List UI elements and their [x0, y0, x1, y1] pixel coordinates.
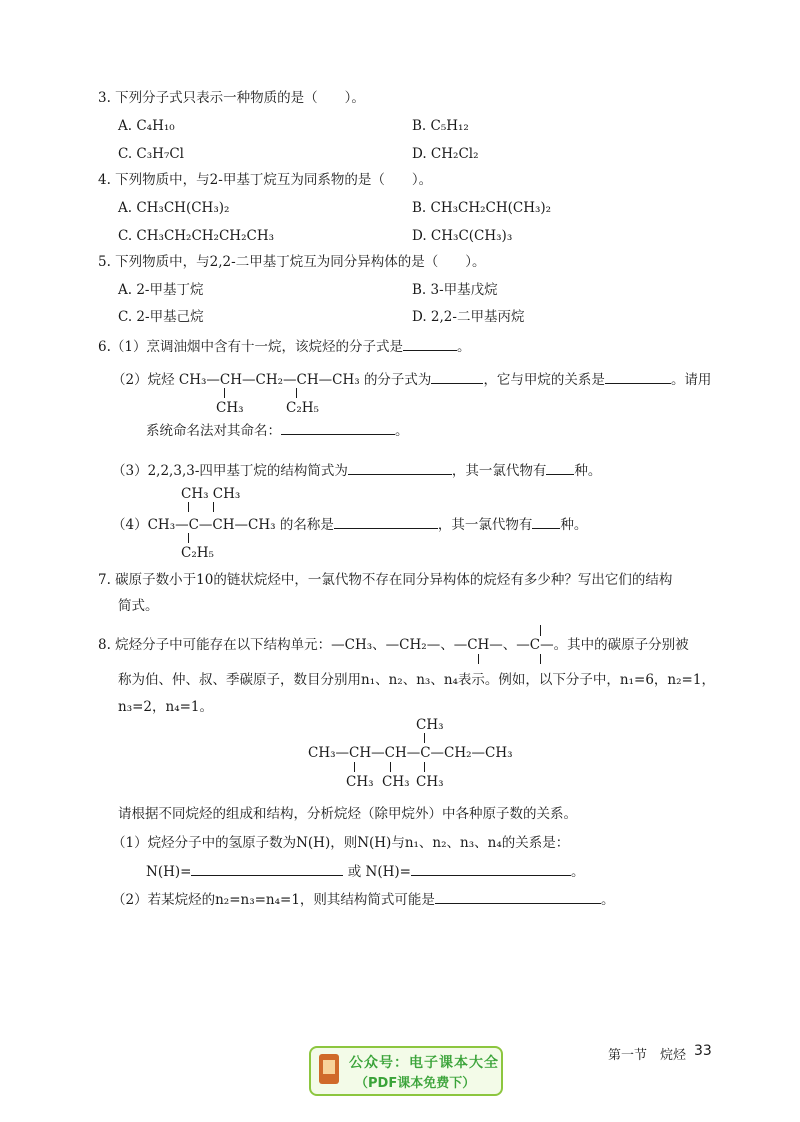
- footer-section: 第一节 烷烃: [608, 1048, 687, 1063]
- q6-part4-top-branches: CH₃ CH₃: [181, 486, 241, 502]
- answer-blank[interactable]: [411, 862, 571, 876]
- watermark-banner: [309, 1046, 503, 1096]
- answer-blank[interactable]: [348, 461, 452, 475]
- q8-line1-text: 8. 烷烃分子中可能存在以下结构单元：: [98, 637, 332, 653]
- answer-blank[interactable]: [435, 890, 601, 904]
- q8-line2: 称为伯、仲、叔、季碳原子，数目分别用n₁、n₂、n₃、n₄表示。例如，以下分子中，n₁=6，n₂=1，: [118, 672, 715, 688]
- q6-part2-naming-end: 。: [395, 423, 409, 439]
- q8-molecule-branch-1: CH₃: [346, 774, 374, 790]
- q6-part2-structure: CH₃—CH—CH₂—CH—CH₃: [178, 372, 360, 388]
- q6-part4-label: （4）: [112, 517, 148, 533]
- q8-part2-end: 。: [600, 892, 615, 908]
- q6-part2-text2: ，它与甲烷的关系是: [483, 372, 605, 388]
- q8-part2: [112, 890, 614, 909]
- q3-stem: 3. 下列分子式只表示一种物质的是（ ）。: [98, 90, 365, 106]
- book-icon: [319, 1054, 339, 1084]
- answer-blank[interactable]: [403, 337, 457, 351]
- answer-blank[interactable]: [334, 515, 438, 529]
- q6-part2-label: （2）烷烃: [112, 372, 175, 388]
- bond-line: [424, 733, 425, 743]
- bond-line: [296, 388, 297, 398]
- bond-line: [213, 502, 214, 512]
- q8-line3: n₃=2，n₄=1。: [118, 699, 214, 715]
- q5-option-a: A. 2-甲基丁烷: [118, 282, 204, 298]
- q8-part1-end: 。: [570, 864, 585, 880]
- q4-option-d: D. CH₃C(CH₃)₃: [412, 228, 513, 244]
- q8-part1: （1）烷烃分子中的氢原子数为N(H)，则N(H)与n₁、n₂、n₃、n₄的关系是：: [112, 835, 570, 851]
- q6-part2: [112, 370, 711, 389]
- q6-part4-end: 种。: [560, 517, 588, 533]
- q6-part4-mid: ，其一氯代物有: [437, 517, 533, 533]
- q4-option-c: C. CH₃CH₂CH₂CH₂CH₃: [118, 228, 275, 244]
- q3-option-d: D. CH₂Cl₂: [412, 146, 479, 162]
- q8-part1-lhs: N(H)=: [146, 864, 192, 880]
- q6-part2-branch2: C₂H₅: [286, 400, 319, 416]
- q3-option-c: C. C₃H₇Cl: [118, 146, 185, 162]
- bond-line: [424, 762, 425, 772]
- q7-line2: 简式。: [118, 598, 159, 614]
- q5-option-b: B. 3-甲基戊烷: [412, 282, 498, 298]
- q6-part1-end: 。: [456, 339, 471, 355]
- answer-blank[interactable]: [281, 421, 395, 435]
- q6-part2-text: 的分子式为: [363, 372, 432, 388]
- answer-blank[interactable]: [532, 515, 560, 529]
- q6-part3: [112, 461, 601, 480]
- q6-part2-branch1: CH₃: [216, 400, 244, 416]
- q6-part3-end: 种。: [574, 463, 602, 479]
- q8-molecule-chain: CH₃—CH—CH—C—CH₂—CH₃: [308, 745, 513, 761]
- answer-blank[interactable]: [546, 461, 574, 475]
- answer-blank[interactable]: [605, 370, 671, 384]
- q8-structure-units: —CH₃、—CH₂—、—CH—、—C—: [331, 637, 554, 653]
- q6-part3-text: （3）2,2,3,3-四甲基丁烷的结构简式为: [112, 463, 348, 479]
- q8-line4: 请根据不同烷烃的组成和结构，分析烷烃（除甲烷外）中各种原子数的关系。: [118, 806, 577, 822]
- q3-option-b: B. C₅H₁₂: [412, 118, 469, 134]
- q8-part1-answer: [146, 862, 584, 881]
- q6-part4: [112, 515, 587, 534]
- q8-part2-text: （2）若某烷烃的n₂=n₃=n₄=1，则其结构简式可能是: [112, 892, 435, 908]
- watermark-line1: 公众号：电子课本大全: [349, 1055, 499, 1071]
- q6-part4-text: 的名称是: [279, 517, 334, 533]
- q8-part1-or: 或 N(H)=: [347, 864, 411, 880]
- q7-line1: 7. 碳原子数小于10的链状烷烃中，一氯代物不存在同分异构体的烷烃有多少种？写出它们的结构: [98, 572, 673, 588]
- answer-blank[interactable]: [431, 370, 483, 384]
- q6-part2-end: 。请用: [670, 372, 712, 388]
- bond-line: [540, 654, 541, 664]
- q6-part2-naming-text: 系统命名法对其命名：: [146, 423, 281, 439]
- answer-blank[interactable]: [191, 862, 343, 876]
- q4-option-b: B. CH₃CH₂CH(CH₃)₂: [412, 200, 552, 216]
- q8-line1-end: 。其中的碳原子分别被: [553, 637, 689, 653]
- bond-line: [478, 654, 479, 664]
- watermark-line2: （PDF课本免费下）: [355, 1076, 476, 1091]
- q6-part3-mid: ，其一氯代物有: [451, 463, 547, 479]
- q5-stem: 5. 下列物质中，与2,2-二甲基丁烷互为同分异构体的是（ ）。: [98, 254, 486, 270]
- q6-part1: [98, 337, 470, 356]
- q8-molecule-branch-2: CH₃: [382, 774, 410, 790]
- bond-line: [540, 625, 541, 636]
- bond-line: [188, 502, 189, 512]
- q6-part4-bottom-branch: C₂H₅: [181, 545, 214, 561]
- bond-line: [188, 533, 189, 543]
- q6-part4-structure: CH₃—C—CH—CH₃: [147, 517, 276, 533]
- q4-option-a: A. CH₃CH(CH₃)₂: [118, 200, 230, 216]
- bond-line: [354, 762, 355, 772]
- q5-option-c: C. 2-甲基己烷: [118, 309, 204, 325]
- bond-line: [390, 762, 391, 772]
- q6-part1-text: 6.（1）烹调油烟中含有十一烷，该烷烃的分子式是: [98, 339, 403, 355]
- page-number: 33: [694, 1043, 712, 1059]
- q8-line1: [98, 636, 689, 654]
- q8-molecule-branch-3: CH₃: [416, 774, 444, 790]
- q3-option-a: A. C₄H₁₀: [118, 118, 175, 134]
- q5-option-d: D. 2,2-二甲基丙烷: [412, 309, 525, 325]
- bond-line: [224, 388, 225, 398]
- q6-part2-line2: [146, 421, 409, 440]
- q4-stem: 4. 下列物质中，与2-甲基丁烷互为同系物的是（ ）。: [98, 172, 433, 188]
- q8-molecule-top-branch: CH₃: [416, 717, 444, 733]
